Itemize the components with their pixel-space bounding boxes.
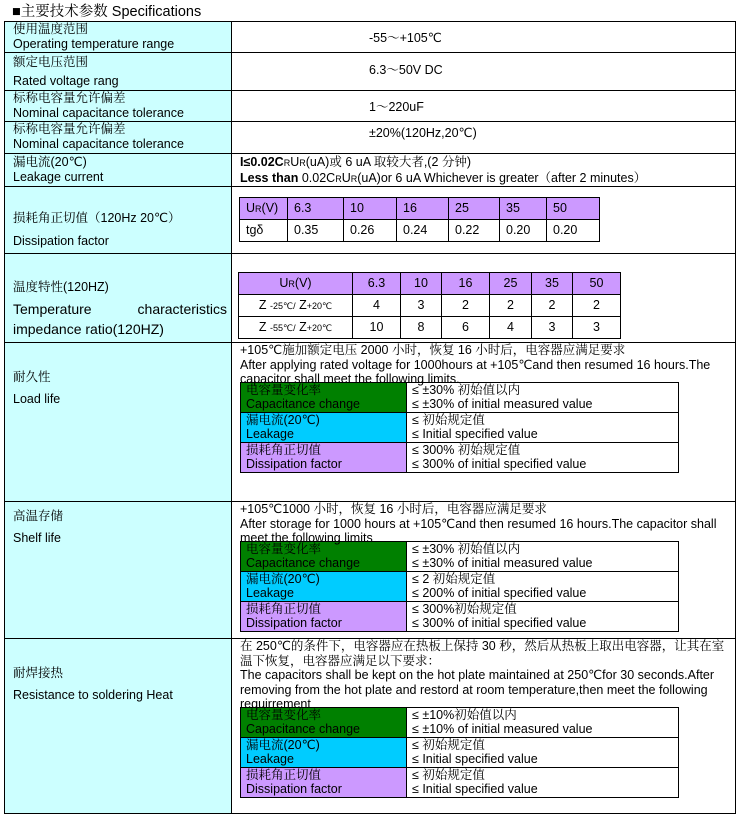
- soldering-text-cn-1: 在 250℃的条件下，电容器应在热板上保持 30 秒，然后从热板上取出电容器，让其在室: [240, 639, 725, 653]
- row-load-life: [5, 343, 736, 502]
- label-cn: 标称电容量允许偏差: [13, 122, 126, 136]
- impedance-value: 2: [573, 295, 621, 317]
- voltage-cell: 25: [449, 198, 500, 220]
- limit-label: 电容量变化率 Capacitance change: [241, 541, 407, 571]
- limit-label: 电容量变化率 Capacitance change: [241, 707, 407, 737]
- value-cell: [232, 343, 736, 502]
- temperature-range-value: -55～+105℃: [369, 31, 442, 45]
- row-shelf-life: [5, 502, 736, 639]
- shelf-life-text-cn: +105℃1000 小时，恢复 16 小时后，电容器应满足要求: [240, 502, 547, 516]
- limit-value: ≤ ±30% 初始值以内 ≤ ±30% of initial measured value: [407, 382, 679, 412]
- value-cell: [232, 122, 736, 154]
- limit-value: ≤ ±30% 初始值以内 ≤ ±30% of initial measured value: [407, 541, 679, 571]
- limit-row-dissipation: [241, 442, 679, 472]
- impedance-value: 3: [532, 317, 573, 339]
- limit-value: ≤ 2 初始规定值 ≤ 200% of initial specified value: [407, 571, 679, 601]
- label-cell: [5, 154, 232, 187]
- limit-value: ≤ 初始规定值 ≤ Initial specified value: [407, 412, 679, 442]
- voltage-cell: 10: [344, 198, 397, 220]
- leakage-formula-cn: I≤0.02CRUR(uA)或 6 uA 取较大者,(2 分钟): [240, 155, 472, 169]
- voltage-cell: 16: [397, 198, 449, 220]
- label-cn: 标称电容量允许偏差: [13, 91, 126, 105]
- load-life-text-en-1: After applying rated voltage for 1000hours at +105℃and then resumed 16 hours.The: [240, 357, 711, 372]
- label-cn: 温度特性(120HZ): [13, 280, 109, 294]
- rated-voltage-value: 6.3～50V DC: [369, 63, 443, 77]
- impedance-value: 3: [401, 295, 442, 317]
- impedance-value: 4: [353, 295, 401, 317]
- impedance-row-label: Z -25℃/ Z+20℃: [239, 295, 353, 317]
- voltage-cell: 50: [547, 198, 600, 220]
- impedance-value: 2: [442, 295, 490, 317]
- label-cell: [5, 502, 232, 639]
- row-soldering-heat: [5, 639, 736, 814]
- label-en: Nominal capacitance tolerance: [13, 106, 184, 120]
- tg-label: tgδ: [240, 220, 288, 242]
- limit-value: ≤ 初始规定值 ≤ Initial specified value: [407, 767, 679, 797]
- label-cn: 耐久性: [13, 370, 51, 384]
- voltage-header-row: [239, 273, 621, 295]
- label-cell: [5, 254, 232, 343]
- page-title: ■主要技术参数 Specifications: [12, 4, 202, 20]
- limit-label: 漏电流(20℃) Leakage: [241, 571, 407, 601]
- label-en: Resistance to soldering Heat: [13, 688, 173, 702]
- value-cell: [232, 639, 736, 814]
- row-leakage-current: [5, 154, 736, 187]
- leakage-formula-en: Less than 0.02CRUR(uA)or 6 uA Whichever is greater（after 2 minutes）: [240, 170, 647, 185]
- impedance-row-minus25: [239, 295, 621, 317]
- value-cell: [232, 187, 736, 254]
- label-en: Rated voltage rang: [13, 74, 119, 88]
- voltage-cell: 25: [490, 273, 532, 295]
- load-life-text-cn: +105℃施加额定电压 2000 小时，恢复 16 小时后，电容器应满足要求: [240, 343, 626, 357]
- ur-label: UR(V): [239, 273, 353, 295]
- label-cn: 使用温度范围: [13, 22, 89, 36]
- tg-value: 0.20: [500, 220, 547, 242]
- specifications-table: [4, 21, 736, 814]
- tg-row: [240, 220, 600, 242]
- label-cn: 损耗角正切值（120Hz 20℃）: [13, 211, 181, 225]
- soldering-text-cn-2: 温下恢复，电容器应满足以下要求：: [240, 653, 441, 668]
- impedance-row-minus55: [239, 317, 621, 339]
- limit-label: 损耗角正切值 Dissipation factor: [241, 767, 407, 797]
- soldering-text-en-3: requirrement: [240, 697, 311, 711]
- label-en: Operating temperature range: [13, 37, 175, 51]
- load-life-limits-table: [240, 382, 679, 473]
- label-cell: [5, 91, 232, 122]
- dissipation-factor-table: [239, 197, 600, 242]
- label-en: Shelf life: [13, 531, 61, 545]
- label-en-line2: impedance ratio(120HZ): [13, 321, 164, 337]
- limit-value: ≤ 300% 初始规定值 ≤ 300% of initial specified value: [407, 442, 679, 472]
- limit-row-leakage: [241, 571, 679, 601]
- label-cn: 额定电压范围: [13, 55, 89, 69]
- voltage-cell: 16: [442, 273, 490, 295]
- label-en: Dissipation factor: [13, 234, 109, 248]
- soldering-text-en-2: removing from the hot plate and restord at room temperature,then meet the following: [240, 682, 708, 697]
- ur-label: UR(V): [240, 198, 288, 220]
- impedance-value: 2: [532, 295, 573, 317]
- label-cn: 高温存储: [13, 509, 64, 523]
- limit-row-dissipation: [241, 601, 679, 631]
- impedance-value: 3: [573, 317, 621, 339]
- label-cn: 耐焊接热: [13, 666, 64, 680]
- label-cn: 漏电流(20℃): [13, 155, 87, 169]
- label-en: Leakage current: [13, 170, 104, 184]
- voltage-cell: 6.3: [288, 198, 344, 220]
- shelf-life-text-en-1: After storage for 1000 hours at +105℃and then resumed 16 hours.The capacitor shall: [240, 516, 717, 531]
- row-temperature-characteristics: [5, 254, 736, 343]
- value-cell: [232, 91, 736, 122]
- label-en: Load life: [13, 392, 61, 406]
- limit-label: 漏电流(20℃) Leakage: [241, 412, 407, 442]
- soldering-limits-table: [240, 707, 679, 798]
- row-dissipation-factor: [5, 187, 736, 254]
- capacitance-range-value: 1～220uF: [369, 100, 424, 114]
- label-cell: [5, 22, 232, 53]
- limit-value: ≤ 初始规定值 ≤ Initial specified value: [407, 737, 679, 767]
- value-cell: [232, 502, 736, 639]
- voltage-cell: 50: [573, 273, 621, 295]
- limit-label: 漏电流(20℃) Leakage: [241, 737, 407, 767]
- impedance-value: 4: [490, 317, 532, 339]
- label-cell: [5, 639, 232, 814]
- impedance-row-label: Z -55℃/ Z+20℃: [239, 317, 353, 339]
- limit-label: 电容量变化率 Capacitance change: [241, 382, 407, 412]
- label-cell: [5, 343, 232, 502]
- label-cell: [5, 187, 232, 254]
- impedance-value: 6: [442, 317, 490, 339]
- value-cell: [232, 154, 736, 187]
- row-capacitance-range: [5, 91, 736, 122]
- capacitance-tolerance-value: ±20%(120Hz,20℃): [369, 126, 477, 140]
- tg-value: 0.24: [397, 220, 449, 242]
- tg-value: 0.22: [449, 220, 500, 242]
- limit-value: ≤ 300%初始规定值 ≤ 300% of initial specified value: [407, 601, 679, 631]
- label-en-line: Temperature characteristics: [13, 301, 227, 317]
- voltage-cell: 35: [500, 198, 547, 220]
- label-cell: [5, 122, 232, 154]
- load-life-text-en-2: capacitor shall meet the following limits.: [240, 372, 460, 386]
- tg-value: 0.35: [288, 220, 344, 242]
- impedance-value: 8: [401, 317, 442, 339]
- shelf-life-limits-table: [240, 541, 679, 632]
- impedance-ratio-table: [238, 272, 621, 339]
- row-capacitance-tolerance: [5, 122, 736, 154]
- limit-row-leakage: [241, 412, 679, 442]
- limit-label: 损耗角正切值 Dissipation factor: [241, 442, 407, 472]
- limit-row-capacitance: [241, 541, 679, 571]
- row-temperature-range: [5, 22, 736, 53]
- limit-row-dissipation: [241, 767, 679, 797]
- limit-value: ≤ ±10%初始值以内 ≤ ±10% of initial measured value: [407, 707, 679, 737]
- soldering-text-en-1: The capacitors shall be kept on the hot plate maintained at 250℃for 30 seconds.After: [240, 668, 715, 682]
- label-en: Nominal capacitance tolerance: [13, 137, 184, 151]
- limit-row-capacitance: [241, 707, 679, 737]
- tg-value: 0.26: [344, 220, 397, 242]
- voltage-cell: 6.3: [353, 273, 401, 295]
- value-cell: [232, 22, 736, 53]
- voltage-header-row: [240, 198, 600, 220]
- limit-row-capacitance: [241, 382, 679, 412]
- voltage-cell: 10: [401, 273, 442, 295]
- impedance-value: 10: [353, 317, 401, 339]
- limit-label: 损耗角正切值 Dissipation factor: [241, 601, 407, 631]
- voltage-cell: 35: [532, 273, 573, 295]
- shelf-life-text-en-2: meet the following limits: [240, 531, 373, 545]
- tg-value: 0.20: [547, 220, 600, 242]
- value-cell: [232, 53, 736, 91]
- label-cell: [5, 53, 232, 91]
- limit-row-leakage: [241, 737, 679, 767]
- value-cell: [232, 254, 736, 343]
- impedance-value: 2: [490, 295, 532, 317]
- row-rated-voltage: [5, 53, 736, 91]
